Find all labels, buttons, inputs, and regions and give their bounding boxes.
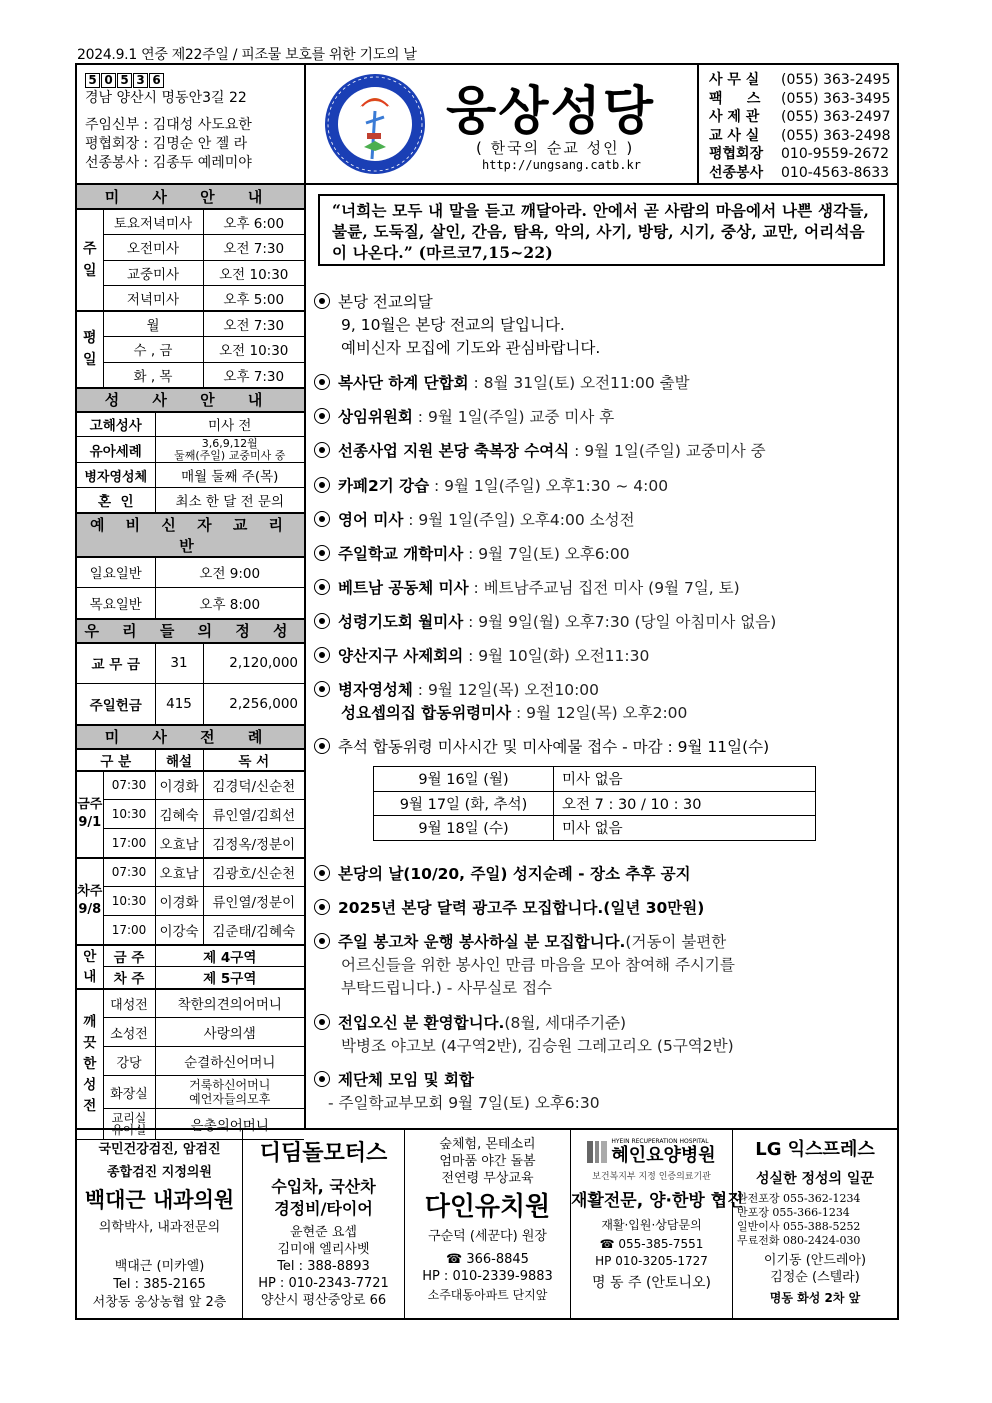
radio-bullet-icon — [314, 899, 330, 915]
commentator: 오효남 — [155, 858, 203, 887]
radio-bullet-icon — [314, 374, 330, 390]
table-row: 9월 17일 (화, 추석) 오전 7 : 30 / 10 : 30 — [374, 791, 816, 816]
info-table — [77, 185, 304, 1140]
parish-title: 웅상성당 — [446, 82, 655, 142]
announcement-item: 영어 미사 : 9월 1일(주일) 오후4:00 소성전 — [314, 509, 635, 532]
zip-digit: 5 — [117, 73, 132, 88]
offering-count: 415 — [155, 684, 203, 725]
class-time: 오후 8:00 — [155, 588, 304, 619]
header — [77, 65, 897, 185]
mass-time: 오전 7:30 — [203, 311, 304, 337]
mass-slot: 10:30 — [103, 887, 155, 916]
guidance-district: 제 5구역 — [155, 967, 304, 989]
column-header: 독 서 — [203, 749, 304, 771]
guidance-label: 안 내 — [77, 945, 103, 989]
announcement-item: 주일학교 개학미사 : 9월 7일(토) 오후6:00 — [314, 543, 630, 566]
cleaning-area: 화장실 — [103, 1076, 155, 1109]
contact-row: 평협회장 010-9559-2672 — [709, 146, 890, 163]
radio-bullet-icon — [314, 647, 330, 663]
announcement-item: 주일 봉고차 운행 봉사하실 분 모집합니다.(거동이 불편한 어르신들을 위한 봉사인 만큼 마음을 모아 참여해 주시기를 부탁드립니다.) - 사무실로 접수 — [314, 931, 735, 1000]
contact-row: 사 제 관 (055) 363-2497 — [709, 109, 891, 126]
radio-bullet-icon — [314, 681, 330, 697]
column-header: 해설 — [155, 749, 203, 771]
weekday-label: 평 일 — [77, 311, 103, 388]
announcement-item: 2025년 본당 달력 광고주 모집합니다.(일년 30만원) — [314, 897, 704, 920]
council-president: 평협회장 : 김명순 안 젤 라 — [85, 136, 248, 152]
sacrament-name: 고해성사 — [77, 412, 155, 437]
cleaning-area: 소성전 — [103, 1018, 155, 1047]
bulletin-frame — [75, 63, 899, 1320]
week-label: 차주 9/8 — [77, 858, 103, 945]
announcement-item: 병자영성체 : 9월 12일(목) 오전10:00 성요셉의집 합동위령미사 : 9월 12일(목) 오후2:00 — [314, 679, 687, 725]
contact-list — [699, 65, 897, 183]
announcement-item: 선종사업 지원 본당 축복장 수여식 : 9월 1일(주일) 교중미사 중 — [314, 440, 766, 463]
mass-name: 토요저녁미사 — [103, 209, 203, 235]
week-label: 금주 9/1 — [77, 771, 103, 858]
section-title-ministers: 미 사 전 례 — [77, 725, 304, 749]
offering-count: 31 — [155, 643, 203, 684]
mass-name: 수 , 금 — [103, 337, 203, 363]
sacrament-value: 미사 전 — [155, 412, 304, 437]
commentator: 오효남 — [155, 829, 203, 858]
chuseok-mass-table — [373, 766, 816, 841]
section-title-offerings: 우 리 들 의 정 성 — [77, 619, 304, 643]
section-title-catechumen: 예 비 신 자 교 리 반 — [77, 513, 304, 557]
ad-motors: 디딤돌모터스 수입차, 국산차 경정비/타이어 윤현준 요셉 김미애 엘리사벳 Tel : 388-8893 HP : 010-2343-7721 양산시 평산중앙로 66 — [243, 1130, 405, 1320]
announcement-item: 제단체 모임 및 회합 - 주일학교부모회 9월 7일(토) 오후6:30 — [314, 1069, 600, 1115]
mass-time: 오전 10:30 — [203, 260, 304, 286]
mass-time: 오후 6:00 — [203, 209, 304, 235]
sacrament-value: 매월 둘째 주(목) — [155, 463, 304, 488]
radio-bullet-icon — [314, 738, 330, 754]
announcement-item: 본당 전교의달 9, 10월은 본당 전교의 달입니다. 예비신자 모집에 기도와 관심바랍니다. — [314, 291, 600, 360]
zipcode — [85, 73, 304, 88]
cleaning-team: 거룩하신어머니 예언자들의모후 — [155, 1076, 304, 1109]
address: 경남 양산시 명동안3길 22 — [85, 90, 247, 106]
scripture-quote: “너희는 모두 내 말을 듣고 깨달아라. 안에서 곧 사람의 마음에서 나쁜 생각들, 불륜, 도둑질, 살인, 간음, 탐욕, 악의, 사기, 방탕, 시기, 중상, 교만, 어리석음이 나온다.” (마르코7,15~22) — [318, 194, 885, 266]
mass-time: 오전 7:30 — [203, 235, 304, 261]
bulletin-date-line: 2024.9.1 연중 제22주일 / 피조물 보호를 위한 기도의 날 — [77, 47, 417, 63]
announcement-item: 양산지구 사제회의 : 9월 10일(화) 오전11:30 — [314, 645, 649, 668]
zip-digit: 5 — [85, 73, 100, 88]
radio-bullet-icon — [314, 865, 330, 881]
guidance-week: 금 주 — [103, 945, 155, 967]
mass-time: 오후 7:30 — [203, 362, 304, 388]
cleaning-team: 은총의어머니 — [155, 1109, 304, 1140]
cleaning-label: 깨 끗 한 성 전 — [77, 989, 103, 1140]
sacrament-name: 병자영성체 — [77, 463, 155, 488]
mass-name: 저녁미사 — [103, 286, 203, 312]
readers: 류인열/김희선 — [203, 800, 304, 829]
announcement-item: 추석 합동위령 미사시간 및 미사예물 접수 - 마감 : 9월 11일(수) — [314, 736, 769, 759]
commentator: 김혜숙 — [155, 800, 203, 829]
radio-bullet-icon — [314, 613, 330, 629]
mass-time: 오전 10:30 — [203, 337, 304, 363]
announcements-column — [306, 185, 897, 1128]
commentator: 이경화 — [155, 887, 203, 916]
announcement-item: 카페2기 강습 : 9월 1일(주일) 오후1:30 ~ 4:00 — [314, 475, 668, 498]
readers: 김정옥/정분이 — [203, 829, 304, 858]
radio-bullet-icon — [314, 442, 330, 458]
contact-row: 선종봉사 010-4563-8633 — [709, 164, 890, 181]
zip-digit: 3 — [133, 73, 148, 88]
mass-slot: 10:30 — [103, 800, 155, 829]
radio-bullet-icon — [314, 579, 330, 595]
mass-name: 월 — [103, 311, 203, 337]
table-row: 9월 18일 (수) 미사 없음 — [374, 816, 816, 841]
commentator: 이경화 — [155, 771, 203, 800]
cleaning-area: 대성전 — [103, 989, 155, 1018]
class-time: 오전 9:00 — [155, 557, 304, 588]
contact-row: 사 무 실 (055) 363-2495 — [709, 72, 891, 88]
sacrament-name: 유아세례 — [77, 437, 155, 463]
mass-slot: 17:00 — [103, 916, 155, 945]
offering-name: 교 무 금 — [77, 643, 155, 684]
readers: 류인열/정분이 — [203, 887, 304, 916]
cleaning-team: 사랑의샘 — [155, 1018, 304, 1047]
radio-bullet-icon — [314, 477, 330, 493]
cleaning-area: 강당 — [103, 1047, 155, 1076]
cleaning-team: 착한의견의어머니 — [155, 989, 304, 1018]
sacrament-value: 최소 한 달 전 문의 — [155, 488, 304, 513]
cleaning-area: 교리실 유아실 — [103, 1109, 155, 1140]
commentator: 이강숙 — [155, 916, 203, 945]
announcement-item: 상임위원회 : 9월 1일(주일) 교중 미사 후 — [314, 406, 614, 429]
section-title-mass-guide: 미 사 안 내 — [77, 185, 304, 209]
pastor: 주임신부 : 김대성 사도요한 — [85, 117, 252, 133]
mass-name: 화 , 목 — [103, 362, 203, 388]
advertisements — [77, 1128, 897, 1318]
parish-logo-icon — [322, 71, 428, 177]
announcement-item: 복사단 하계 단합회 : 8월 31일(토) 오전11:00 출발 — [314, 372, 690, 395]
zip-digit: 6 — [149, 73, 164, 88]
sunday-label: 주 일 — [77, 209, 103, 311]
contact-row: 교 사 실 (055) 363-2498 — [709, 127, 891, 144]
announcement-item: 본당의 날(10/20, 주일) 성지순례 - 장소 추후 공지 — [314, 863, 691, 886]
announcement-item: 성령기도회 월미사 : 9월 9일(월) 오후7:30 (당일 아침미사 없음) — [314, 611, 776, 634]
sacrament-name: 혼 인 — [77, 488, 155, 513]
mass-name: 교중미사 — [103, 260, 203, 286]
radio-bullet-icon — [314, 1014, 330, 1030]
parish-title-block — [306, 65, 699, 183]
left-sidebar — [77, 185, 306, 1137]
zip-digit: 0 — [101, 73, 116, 88]
hospital-logo-icon — [587, 1141, 607, 1163]
mass-name: 오전미사 — [103, 235, 203, 261]
column-header: 구 분 — [77, 749, 155, 771]
cleaning-team: 순결하신어머니 — [155, 1047, 304, 1076]
mass-slot: 07:30 — [103, 771, 155, 800]
parish-subtitle: ( 한국의 순교 성인 ) — [476, 139, 635, 157]
readers: 김경덕/신순천 — [203, 771, 304, 800]
ad-hospital: HYEIN RECUPERATION HOSPITAL 혜인요양병원 보건복지부 지정 인증의료기관 재활전문, 양·한방 협진 재활·입원·상담문의 ☎ 055-385-7551 HP 010-3205-1727 명 동 주 (안토니오) — [571, 1130, 733, 1320]
contact-row: 팩 스 (055) 363-3495 — [709, 90, 891, 107]
ad-moving-express: LG 익스프레스 성실한 정성의 일꾼 완전포장 055-362-1234 반포장 055-366-1234 일반이사 055-388-5252 무료전화 080-2424-030 이기동 (안드레아) 김정순 (스텔라) 명동 화성 2차 앞 — [737, 1139, 875, 1305]
announcement-item: 베트남 공동체 미사 : 베트남주교님 집전 미사 (9월 7일, 토) — [314, 577, 740, 600]
funeral-service: 선종봉사 : 김종두 예레미야 — [85, 155, 252, 171]
offering-name: 주일헌금 — [77, 684, 155, 725]
section-title-sacraments: 성 사 안 내 — [77, 388, 304, 412]
mass-slot: 07:30 — [103, 858, 155, 887]
guidance-district: 제 4구역 — [155, 945, 304, 967]
table-row: 9월 16일 (월) 미사 없음 — [374, 767, 816, 792]
guidance-week: 차 주 — [103, 967, 155, 989]
ad-kindergarten: 숲체험, 몬테소리 엄마품 야간 돌봄 전연령 무상교육 다인유치원 구순덕 (세꾼다) 원장 ☎ 366-8845 HP : 010-2339-9883 소주대동아파트 단지앞 — [405, 1130, 571, 1320]
parish-url[interactable]: http://ungsang.catb.kr — [482, 158, 641, 172]
sacrament-value: 3,6,9,12월 둘째(주일) 교중미사 중 — [155, 437, 304, 463]
radio-bullet-icon — [314, 545, 330, 561]
readers: 김준태/김혜숙 — [203, 916, 304, 945]
offering-amount: 2,256,000 — [203, 684, 304, 725]
radio-bullet-icon — [314, 933, 330, 949]
ad-clinic: 국민건강검진, 암검진 종합검진 지정의원 백대근 내과의원 의학박사, 내과전문의 백대근 (미카엘) Tel : 385-2165 서창동 웅상농협 앞 2층 — [77, 1130, 243, 1320]
mass-time: 오후 5:00 — [203, 286, 304, 312]
class-name: 일요일반 — [77, 557, 155, 588]
offering-amount: 2,120,000 — [203, 643, 304, 684]
radio-bullet-icon — [314, 1071, 330, 1087]
class-name: 목요일반 — [77, 588, 155, 619]
mass-slot: 17:00 — [103, 829, 155, 858]
radio-bullet-icon — [314, 511, 330, 527]
radio-bullet-icon — [314, 293, 330, 309]
radio-bullet-icon — [314, 408, 330, 424]
readers: 김광호/신순천 — [203, 858, 304, 887]
announcement-item: 전입오신 분 환영합니다.(8월, 세대주기준) 박병조 야고보 (4구역2반), 김승원 그레고리오 (5구역2반) — [314, 1012, 734, 1058]
parish-address-block — [77, 65, 306, 183]
